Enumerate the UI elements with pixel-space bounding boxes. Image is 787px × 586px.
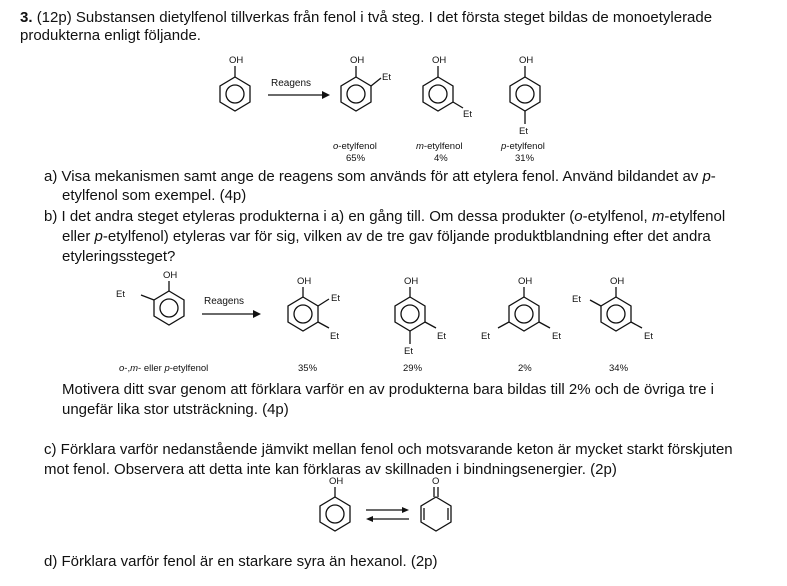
yield-product-3: 2%: [518, 363, 532, 374]
product-3-4-structure: [395, 276, 446, 357]
svg-text:OH: OH: [432, 55, 447, 66]
product-yield-ortho: 65%: [346, 153, 366, 164]
product-name-meta: m-etylfenol: [416, 141, 463, 152]
motivera-line1: Motivera ditt svar genom att förklara varför en av produkterna bara bildas till 2% och de övriga tre i: [62, 381, 714, 398]
svg-text:Et: Et: [572, 294, 581, 305]
yield-product-1: 35%: [298, 363, 318, 374]
start-label: o-,m- eller p-etylfenol: [119, 363, 209, 374]
svg-text:Et: Et: [331, 293, 340, 304]
svg-text:Et: Et: [463, 109, 472, 120]
part-a-line1: a) Visa mekanismen samt ange de reagens som används för att etylera fenol. Använd bildandet av p-: [44, 168, 716, 185]
part-c-line2: mot fenol. Observera att detta inte kan förklaras av skillnaden i bindningsenergier. (2p): [44, 461, 617, 478]
product-yield-para: 31%: [515, 153, 535, 164]
equilibrium-arrows: [366, 507, 409, 522]
product-yield-meta: 4%: [434, 153, 448, 164]
product-name-ortho: o-etylfenol: [333, 141, 377, 152]
phenol-structure-c: [320, 476, 350, 531]
yield-product-4: 34%: [609, 363, 629, 374]
svg-text:Et: Et: [116, 289, 125, 300]
question-intro-line2: produkterna enligt följande.: [20, 27, 201, 44]
phenol-structure: [220, 55, 250, 111]
reagent2-label: Reagens: [204, 296, 245, 307]
svg-text:Et: Et: [437, 331, 446, 342]
svg-text:O: O: [432, 476, 440, 487]
part-b-line1: b) I det andra steget etyleras produkterna i a) en gång till. Om dessa produkter (o-etylfenol, m-etylfenol: [44, 208, 726, 225]
svg-text:Et: Et: [644, 331, 653, 342]
part-a-line2: etylfenol som exempel. (4p): [62, 187, 247, 204]
svg-text:Et: Et: [330, 331, 339, 342]
part-c-line1: c) Förklara varför nedanstående jämvikt mellan fenol och motsvarande keton är mycket starkt förskjuten: [44, 441, 733, 458]
svg-text:Et: Et: [519, 126, 528, 137]
scheme2-start-structure: [116, 270, 184, 325]
svg-text:OH: OH: [404, 276, 419, 287]
motivera-line2: ungefär lika stor utsträckning. (4p): [62, 401, 289, 418]
svg-text:OH: OH: [350, 55, 365, 66]
svg-text:OH: OH: [519, 55, 534, 66]
product-name-para: p-etylfenol: [501, 141, 545, 152]
svg-text:OH: OH: [329, 476, 344, 487]
question-number: 3.: [20, 9, 33, 26]
svg-text:OH: OH: [610, 276, 625, 287]
part-d-line1: d) Förklara varför fenol är en starkare syra än hexanol. (2p): [44, 553, 438, 570]
svg-text:Et: Et: [552, 331, 561, 342]
question-intro-line1: 3. (12p) Substansen dietylfenol tillverkas från fenol i två steg. I det första steget bildas de monoetylerade: [20, 9, 713, 26]
part-b-line3: etyleringssteget?: [62, 248, 176, 265]
product-2-4-structure: [288, 276, 340, 342]
oh-label: OH: [229, 55, 244, 66]
cyclohexadienone-structure: [421, 476, 451, 531]
svg-text:OH: OH: [518, 276, 533, 287]
product-2-5-structure: [572, 276, 653, 342]
product-3-5-structure: [481, 276, 561, 342]
question-points: (12p): [36, 9, 72, 26]
yield-product-2: 29%: [403, 363, 423, 374]
m-ethylphenol-structure: [423, 55, 472, 120]
svg-text:Et: Et: [382, 72, 391, 83]
svg-text:Et: Et: [404, 346, 413, 357]
svg-text:Et: Et: [481, 331, 490, 342]
o-ethylphenol-structure: [341, 55, 391, 111]
arrow-head: [322, 91, 330, 99]
reagent-label: Reagens: [271, 78, 312, 89]
svg-text:OH: OH: [297, 276, 312, 287]
svg-text:OH: OH: [163, 270, 178, 281]
part-b-line2: eller p-etylfenol) etyleras var för sig, vilken av de tre gav följande produktblandning efter det andra: [62, 228, 711, 245]
p-ethylphenol-structure: [510, 55, 540, 137]
